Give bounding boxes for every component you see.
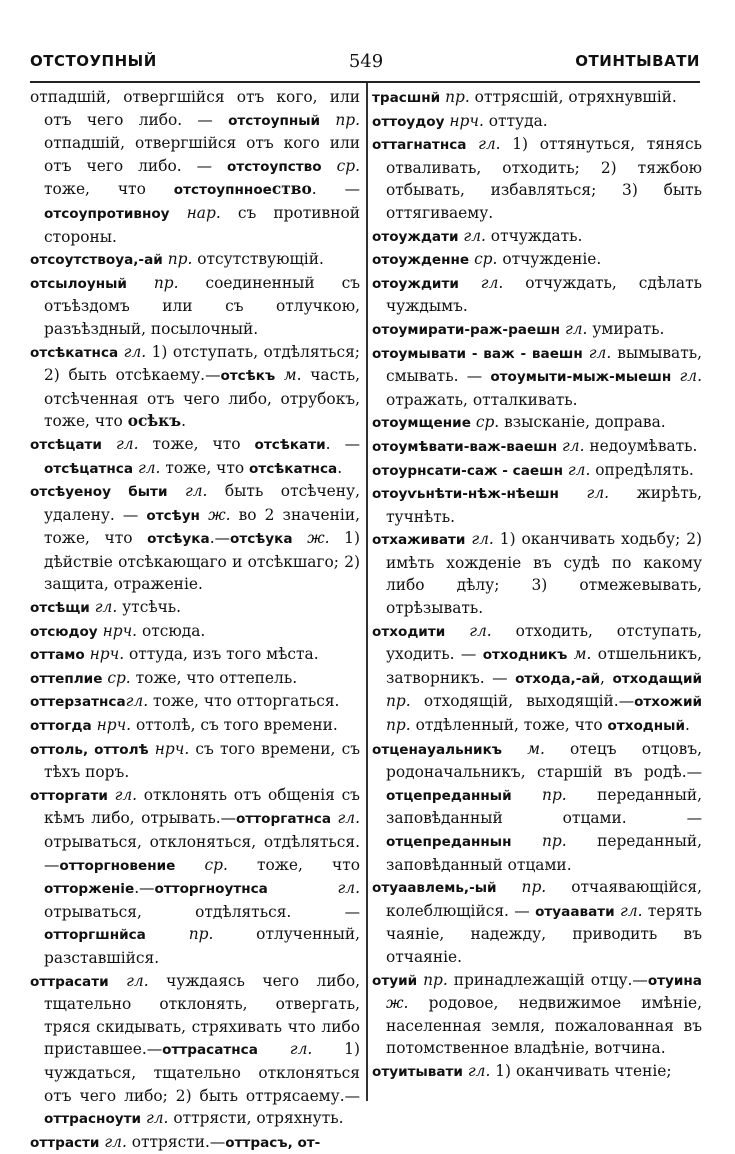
definition-text: отчуждать, сдѣлать чуждымъ.: [386, 273, 702, 316]
dictionary-entry: [372, 528, 702, 619]
dictionary-entry: [30, 643, 360, 667]
headword: отторгноутнса: [154, 881, 268, 898]
dictionary-entry: [30, 341, 360, 433]
headword: отсылоуный: [30, 275, 127, 292]
definition-text: [671, 367, 679, 385]
definition-text: отчаявающійся, колеблющійся. —: [386, 878, 702, 920]
left-running-head: ОТСТОУПНЫЙ: [30, 52, 157, 70]
headword: отторгати: [30, 787, 108, 804]
definition-text: .: [685, 716, 690, 735]
abbreviation: гл.: [586, 484, 610, 503]
abbreviation: гл.: [588, 343, 612, 362]
definition-text: отпадшій, отвергшійся отъ кого, или отъ чего либо. —: [30, 88, 360, 129]
definition-text: [108, 786, 115, 804]
definition-text: переданный, заповѣданный отцами. —: [386, 785, 702, 828]
headword: отстоупство: [226, 158, 322, 175]
definition-text: отпадшій, отвергшійся отъ кого или отъ чего либо. —: [44, 134, 360, 175]
abbreviation: пр.: [445, 88, 470, 106]
headword: отуаавати: [535, 903, 615, 920]
headword: отторгновение: [59, 857, 176, 874]
abbreviation: гл.: [116, 434, 139, 453]
dictionary-entry: [372, 482, 702, 528]
dictionary-entry: [372, 459, 702, 483]
headword: отценауальникъ: [372, 741, 503, 758]
headword: отоумыти-мыж-мыешн: [490, 369, 672, 386]
abbreviation: гл.: [337, 879, 360, 898]
definition-text: отходящій, выходящій.—: [410, 692, 635, 711]
headword: оттрасти: [30, 1134, 100, 1151]
abbreviation: гл.: [679, 367, 702, 386]
abbreviation: нрч.: [154, 739, 190, 758]
definition-text: отходить, отступать, уходить. —: [386, 621, 702, 664]
headword: оттрасати: [30, 973, 109, 990]
abbreviation: пр.: [386, 692, 411, 711]
headword: оттеплие: [30, 670, 103, 687]
abbreviation: гл.: [94, 598, 118, 617]
dictionary-entry: [372, 620, 702, 738]
definition-text: .—: [209, 529, 230, 548]
dictionary-entry: [30, 667, 360, 691]
abbreviation: пр.: [153, 273, 179, 292]
definition-text: жирѣть, тучнѣть.: [386, 484, 702, 526]
headword: отсѣкъ: [220, 368, 276, 385]
dictionary-entry: [30, 433, 360, 480]
headword: отходити: [372, 623, 446, 640]
definition-text: отчуждать.: [485, 226, 583, 245]
definition-text: отклонять отъ общенія съ кѣмъ либо, отрывать.—: [44, 785, 360, 828]
dictionary-entry: [372, 248, 702, 272]
dictionary-entry: [30, 738, 360, 784]
headword: отсѣкати: [254, 436, 326, 453]
definition-text: умирать.: [587, 319, 665, 338]
headword: отсѣкатнса: [249, 460, 338, 477]
headword: отоумѣвати-важ-ваешн: [372, 438, 558, 455]
dictionary-entry: [30, 690, 360, 714]
definition-text: [268, 879, 338, 897]
abbreviation: гл.: [567, 460, 591, 479]
definition-text: тоже, что отторгаться.: [148, 692, 340, 711]
headword: отсѣкатнса: [30, 344, 119, 361]
definition-text: [275, 366, 284, 384]
headword: трасшнй: [372, 90, 441, 106]
abbreviation: пр.: [386, 716, 411, 735]
headword: оттрасъ, от-: [225, 1134, 321, 1151]
definition-text: переданный, заповѣданный отцами.: [386, 832, 702, 874]
headword: отуитывати: [372, 1063, 463, 1080]
definition-text: оттрясти, отряхнуть.: [168, 1109, 344, 1128]
abbreviation: гл.: [469, 621, 492, 640]
definition-text: взысканіе, доправа.: [499, 413, 666, 432]
abbreviation: гл.: [125, 692, 149, 711]
headword: отоуѵьнѣти-нѣж-нѣешн: [372, 486, 559, 503]
definition-text: родовое, недвижимое имѣніе, населенная земля, пожалованная въ потомственное владѣніе, вотчина.: [386, 994, 702, 1058]
headword: отторгатнса: [236, 811, 331, 828]
headword: отсѣун: [146, 507, 200, 524]
abbreviation: гл.: [289, 1040, 313, 1059]
headword: отхожий: [634, 694, 702, 711]
dictionary-entry: [30, 784, 360, 970]
headword: отуина: [647, 972, 702, 989]
dictionary-entry: [30, 86, 360, 248]
definition-text: недоумѣвать.: [584, 436, 698, 455]
headword: отстоупнное: [173, 182, 272, 199]
abbreviation: ж.: [386, 994, 409, 1013]
headword: отоужденне: [372, 252, 470, 269]
headword: отторженіе: [44, 881, 135, 898]
abbreviation: ср.: [204, 855, 228, 874]
headword: отсюдоу: [30, 623, 98, 640]
abbreviation: нар.: [186, 203, 221, 222]
headword: отоурнсати-саж - саешн: [372, 462, 563, 479]
definition-text: [127, 274, 154, 292]
dictionary-entry: [30, 596, 360, 620]
dictionary-entry: [372, 969, 702, 1060]
abbreviation: гл.: [114, 785, 138, 804]
definition-text: .: [337, 458, 343, 477]
dictionary-entry: [372, 342, 702, 412]
dictionary-entry: [372, 1060, 702, 1084]
definition-text: [511, 832, 541, 850]
abbreviation: м.: [527, 739, 545, 758]
headword: отхода,-ай: [515, 670, 601, 687]
definition-text: принадлежащій отцу.—: [447, 970, 648, 989]
definition-text: отлученный, разставшійся.: [44, 925, 360, 967]
abbreviation: ср.: [474, 250, 498, 269]
abbreviation: гл.: [620, 901, 643, 920]
dictionary-entry: [30, 272, 360, 341]
dictionary-entry: [30, 714, 360, 738]
page-header: [30, 44, 700, 78]
dictionary-entry: [372, 738, 702, 877]
headword: отсѣука: [147, 531, 210, 548]
definition-text: 1) чуждаться, тщательно отклоняться отъ чего либо; 2) быть оттрясаему.—: [44, 1040, 360, 1105]
headword: отоуждати: [372, 228, 459, 245]
abbreviation: пр.: [423, 970, 448, 989]
column-divider: [366, 83, 368, 1101]
dictionary-entry: [372, 411, 702, 435]
headword: оттрасноути: [44, 1111, 142, 1128]
headword: отходникъ: [482, 647, 568, 664]
abbreviation: пр.: [335, 110, 360, 129]
definition-text: тоже, что: [44, 180, 174, 199]
dictionary-entry: [372, 318, 702, 342]
definition-text: оттрясти.—: [126, 1132, 226, 1151]
headword: отуий: [372, 972, 418, 989]
definition-text: быть отсѣчену, удалену. —: [44, 482, 360, 524]
headword: отсѣцатнса: [44, 460, 134, 477]
definition-text: отрываться, отклоняться, отдѣляться.—: [44, 833, 360, 874]
abbreviation: пр.: [188, 925, 214, 944]
headword: отсоупротивноу: [44, 205, 170, 222]
headword: отсоутствоуа,-ай: [30, 252, 163, 269]
definition-text: . —: [311, 180, 360, 199]
definition-text: [466, 135, 478, 153]
abbreviation: пр.: [542, 785, 567, 804]
headword: отоумирати-раж-раешн: [372, 321, 561, 338]
headword: отходный: [607, 718, 685, 735]
abbreviation: нрч.: [96, 716, 132, 735]
headword: оттрасатнса: [162, 1042, 258, 1059]
definition-text: тоже, что: [227, 855, 360, 874]
abbreviation: гл.: [123, 342, 147, 361]
abbreviation: гл.: [467, 1061, 491, 1080]
definition-text: отдѣленный, тоже, что: [410, 716, 608, 735]
abbreviation: м.: [283, 366, 302, 385]
abbreviation: нрч.: [449, 111, 484, 130]
definition-text: оттуда, изъ того мѣста.: [124, 645, 319, 664]
dictionary-entry: [372, 225, 702, 249]
definition-text: отсутствующій.: [192, 250, 324, 269]
abbreviation: гл.: [564, 319, 588, 338]
abbreviation: пр.: [521, 878, 547, 897]
abbreviation: гл.: [337, 809, 360, 828]
definition-text: [258, 1040, 290, 1058]
headword: оттоудоу: [372, 113, 445, 130]
dictionary-entry: [372, 876, 702, 968]
dictionary-entry: [30, 970, 360, 1131]
headword: отуаавлемь,-ый: [372, 880, 497, 897]
definition-text: во 2 значеніи, тоже, что: [44, 505, 360, 548]
abbreviation: пр.: [167, 250, 193, 269]
left-column: [30, 86, 360, 1151]
headword: отсѣука: [229, 531, 293, 548]
definition-text: [293, 529, 308, 547]
definition-text: соединенный съ отъѣздомъ или съ отлучкою, разъѣздный, посылочный.: [44, 273, 360, 338]
headword: отоумывати - важ - ваешн: [372, 345, 583, 362]
abbreviation: м.: [573, 645, 592, 664]
definition-text: отсюда.: [137, 621, 206, 640]
definition-text: оттолѣ, съ того времени.: [131, 716, 338, 735]
definition-text: [320, 111, 335, 129]
abbreviation: гл.: [463, 226, 486, 245]
dictionary-entry: [372, 435, 702, 459]
dictionary-entry: [30, 248, 360, 272]
abbreviation: гл.: [480, 273, 504, 292]
headword: отсѣуеноу быти: [30, 484, 168, 501]
definition-text: ,: [600, 668, 613, 687]
headword: оттагнатнса: [372, 137, 467, 154]
definition-text: .: [181, 412, 186, 431]
definition-text: [459, 274, 481, 292]
headword: отхаживати: [372, 532, 466, 549]
definition-text: . —: [325, 434, 360, 453]
definition-text: .—: [134, 879, 155, 898]
abbreviation: нрч.: [89, 645, 125, 664]
abbreviation: ж.: [208, 505, 231, 524]
headword: отоумщение: [372, 415, 471, 432]
abbreviation: ср.: [107, 668, 131, 687]
bold-term: осѣкъ: [127, 412, 182, 431]
definition-text: отецъ отцовъ, родоначальникъ, старшій въ родѣ.—: [386, 739, 702, 782]
dictionary-entry: [372, 272, 702, 318]
definition-text: терять чаяніе, надежду, приводить въ отчаяніе.: [386, 901, 702, 966]
definition-text: вымывать, смывать. —: [386, 343, 702, 386]
definition-text: съ противной стороны.: [44, 203, 360, 246]
abbreviation: гл.: [145, 1109, 169, 1128]
right-running-head: ОТИНТЫВАТИ: [575, 52, 700, 70]
definition-text: опредѣлять.: [590, 460, 694, 479]
headword: оттогда: [30, 718, 92, 735]
dictionary-entry: [372, 110, 702, 134]
abbreviation: гл.: [478, 135, 501, 154]
abbreviation: ср.: [475, 413, 500, 432]
headword: отторгшнйса: [44, 927, 146, 944]
headword: отстоупный: [228, 112, 321, 129]
abbreviation: ср.: [336, 156, 360, 175]
abbreviation: пр.: [541, 832, 567, 850]
definition-text: [175, 856, 204, 874]
definition-text: оттуда.: [483, 111, 548, 130]
definition-text: 1) оттянуться, тянясь отваливать, отходить; 2) тяжбою отбывать, избавляться; 3) быть оттягиваему.: [386, 135, 702, 222]
definition-text: [497, 878, 522, 896]
definition-text: [102, 435, 116, 453]
headword: отходащий: [612, 670, 702, 687]
definition-text: чуждаясь чего либо, тщательно отклонять, отвергать, тряся скидывать, стряхивать что либо приставшее.—: [44, 971, 360, 1059]
abbreviation: гл.: [471, 530, 494, 549]
headword: отоуждити: [372, 275, 459, 292]
right-column: [372, 86, 702, 1096]
definition-text: [445, 622, 469, 640]
definition-text: 1) отступать, отдѣляться; 2) быть отсѣкаему.—: [44, 342, 360, 385]
definition-text: [512, 786, 542, 804]
definition-text: 1) оканчивать ходьбу; 2) имѣть хожденіе въ судѣ по какому либо дѣлу; 3) отмежевывать, отрѣзывать.: [386, 530, 702, 618]
definition-text: 1) дѣйствіе отсѣкающаго и отсѣкшаго; 2) защита, отраженіе.: [44, 529, 360, 594]
dictionary-entry: [30, 1131, 360, 1154]
definition-text: [146, 925, 189, 943]
definition-text: [502, 740, 527, 758]
headword: отсѣщи: [30, 600, 90, 617]
definition-text: утсѣчь.: [117, 598, 182, 617]
headword: оттерзатнса: [30, 694, 126, 711]
dictionary-entry: [30, 620, 360, 644]
headword: отсѣцати: [30, 436, 102, 453]
definition-text: часть, отсѣченная отъ чего либо, отрубокъ, тоже, что: [44, 366, 360, 431]
dictionary-entry: [372, 133, 702, 224]
abbreviation: нрч.: [102, 621, 138, 640]
definition-text: отчужденіе.: [497, 250, 602, 269]
headword: отцепреданнын: [386, 834, 512, 850]
dictionary-entry: [372, 86, 702, 110]
definition-text: [322, 157, 337, 175]
headword: оттамо: [30, 647, 85, 664]
abbreviation: ж.: [307, 529, 330, 548]
definition-text: [559, 484, 587, 502]
definition-text: [167, 482, 184, 500]
headword: оттоль, оттолѣ: [30, 741, 149, 758]
definition-text: [109, 972, 127, 990]
definition-text: отражать, отталкивать.: [386, 390, 578, 409]
abbreviation: гл.: [562, 436, 585, 455]
abbreviation: гл.: [126, 971, 149, 990]
dictionary-entry: [30, 480, 360, 596]
abbreviation: гл.: [184, 482, 208, 501]
headword: отцепреданный: [386, 787, 512, 804]
definition-text: отрываться, отдѣляться. —: [44, 902, 360, 921]
abbreviation: гл.: [137, 458, 161, 477]
definition-text: съ того времени, съ тѣхъ поръ.: [44, 739, 360, 782]
definition-text: тоже, что оттепель.: [130, 668, 298, 687]
abbreviation: гл.: [104, 1132, 127, 1151]
definition-text: отшельникъ, затворникъ. —: [386, 645, 702, 687]
definition-text: [170, 204, 187, 222]
definition-text: оттрясшій, отряхнувшій.: [469, 88, 677, 106]
page-number: 549: [348, 50, 384, 72]
definition-text: [200, 506, 208, 524]
bold-term: ство: [271, 180, 312, 199]
definition-text: 1) оканчивать чтеніе;: [490, 1061, 672, 1080]
definition-text: тоже, что: [138, 434, 255, 453]
definition-text: тоже, что: [160, 458, 249, 477]
header-rule: [30, 81, 700, 83]
